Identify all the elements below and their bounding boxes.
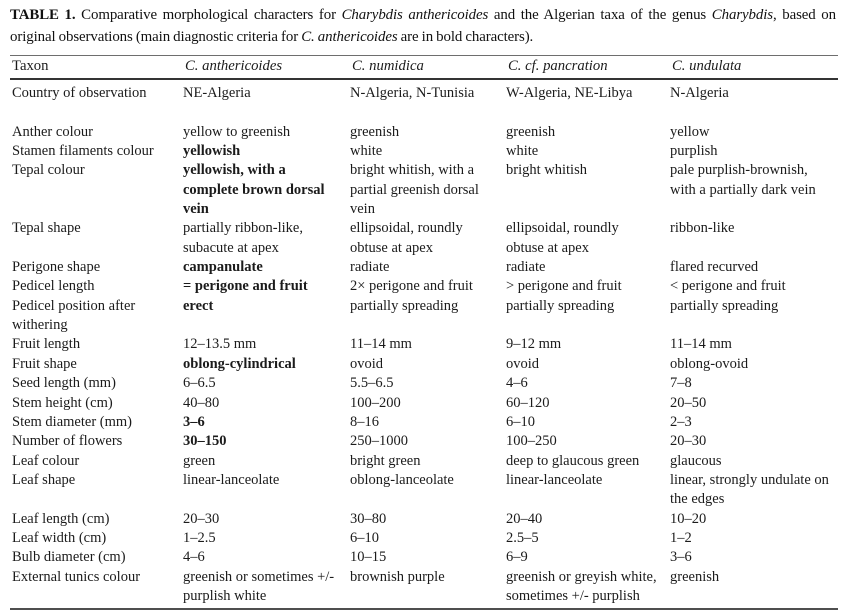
row-label: Leaf length (cm) — [12, 510, 110, 527]
cell: partially spreading — [670, 297, 779, 314]
table-row — [10, 258, 838, 277]
row-label: Bulb diameter (cm) — [12, 549, 126, 566]
row-label: Stem diameter (mm) — [12, 413, 132, 430]
row-label: Pedicel position after withering — [12, 297, 136, 334]
cell: flared recurved — [670, 259, 759, 276]
row-label: Stem height (cm) — [12, 394, 113, 411]
table-row — [10, 510, 838, 529]
cell: < perigone and fruit — [670, 278, 786, 295]
cell: W-Algeria, NE-Libya — [506, 85, 633, 101]
table-row — [10, 394, 838, 413]
cell: greenish — [350, 123, 400, 140]
table-header — [10, 56, 838, 80]
cell: 11–14 mm — [670, 336, 732, 353]
cell: 2–3 — [670, 413, 692, 430]
table-row — [10, 413, 838, 432]
column-header: Taxon — [10, 56, 183, 80]
cell: glaucous — [670, 452, 722, 469]
table-row — [10, 548, 838, 567]
caption-segment: , based on original observations (main diagnostic criteria for — [10, 7, 836, 45]
cell: N-Algeria, N-Tunisia — [350, 85, 475, 101]
cell: 12–13.5 mm — [183, 336, 257, 353]
cell: white — [350, 143, 383, 160]
cell: yellow — [670, 123, 710, 140]
cell: greenish — [506, 123, 556, 140]
cell: 30–80 — [350, 510, 387, 527]
row-label: Pedicel length — [12, 278, 95, 295]
cell: 40–80 — [183, 394, 220, 411]
table-row — [10, 335, 838, 354]
cell: erect — [183, 297, 214, 314]
cell: 100–250 — [506, 433, 557, 450]
cell: ribbon-like — [670, 220, 735, 237]
table-row — [10, 374, 838, 393]
table-row — [10, 432, 838, 451]
cell: 10–15 — [350, 549, 387, 566]
caption-segment: and the Algerian taxa of the genus — [488, 7, 712, 23]
cell: yellowish, with a complete brown dorsal vein — [183, 162, 325, 218]
cell: 20–40 — [506, 510, 543, 527]
cell: 60–120 — [506, 394, 550, 411]
cell: 10–20 — [670, 510, 707, 527]
cell: 3–6 — [183, 413, 205, 430]
row-label: Leaf colour — [12, 452, 80, 469]
cell: 7–8 — [670, 375, 692, 392]
cell: linear-lanceolate — [506, 471, 603, 488]
row-label: Leaf width (cm) — [12, 529, 107, 546]
cell: NE-Algeria — [183, 85, 251, 101]
cell: 4–6 — [183, 549, 205, 566]
cell: ovoid — [350, 355, 384, 372]
header-row — [10, 56, 838, 80]
cell: 9–12 mm — [506, 336, 562, 353]
caption-segment: Charybdis anthericoides — [341, 7, 489, 23]
cell: 5.5–6.5 — [350, 375, 394, 392]
row-label: Tepal shape — [12, 220, 81, 237]
cell: 6–9 — [506, 549, 528, 566]
cell: 6–10 — [506, 413, 535, 430]
table-body — [10, 79, 838, 609]
cell: partially spreading — [350, 297, 459, 314]
cell: deep to glaucous green — [506, 452, 640, 469]
cell: green — [183, 452, 216, 469]
row-label: Stamen filaments colour — [12, 143, 154, 160]
row-label: Anther colour — [12, 123, 93, 140]
morphology-table — [10, 55, 838, 610]
row-label: Number of flowers — [12, 433, 123, 450]
cell: 2.5–5 — [506, 529, 539, 546]
table-caption — [10, 5, 836, 48]
cell: 250–1000 — [350, 433, 408, 450]
cell: 1–2.5 — [183, 529, 216, 546]
cell: partially ribbon-like, subacute at apex — [183, 220, 303, 256]
caption-segment: Comparative morphological characters for — [75, 7, 342, 23]
cell: greenish or sometimes +/- purplish white — [183, 568, 335, 604]
spacer-row — [10, 103, 838, 122]
table-row — [10, 219, 838, 258]
column-header: C. cf. pancration — [506, 56, 670, 80]
cell: 20–30 — [670, 433, 707, 450]
cell: yellowish — [183, 143, 241, 160]
row-label: Leaf shape — [12, 471, 76, 488]
cell: 3–6 — [670, 549, 692, 566]
column-header: C. undulata — [670, 56, 838, 80]
cell: N-Algeria — [670, 85, 729, 101]
cell: 4–6 — [506, 375, 528, 392]
cell: pale purplish-brownish, with a partially dark vein — [670, 162, 816, 198]
cell: 6–6.5 — [183, 375, 216, 392]
cell: ellipsoidal, roundly obtuse at apex — [350, 220, 463, 256]
table-row — [10, 79, 838, 103]
cell: brownish purple — [350, 568, 445, 585]
cell: bright green — [350, 452, 421, 469]
table-row — [10, 568, 838, 610]
cell: campanulate — [183, 259, 263, 276]
cell: > perigone and fruit — [506, 278, 622, 295]
cell: linear-lanceolate — [183, 471, 280, 488]
table-row — [10, 471, 838, 510]
cell: 20–50 — [670, 394, 707, 411]
cell: 8–16 — [350, 413, 379, 430]
cell: ovoid — [506, 355, 540, 372]
cell: white — [506, 143, 539, 160]
column-header: C. numidica — [350, 56, 506, 80]
row-label: Country of observation — [12, 85, 147, 101]
row-label: Fruit shape — [12, 355, 77, 372]
cell: 100–200 — [350, 394, 401, 411]
table-row — [10, 123, 838, 142]
cell: = perigone and fruit — [183, 278, 308, 295]
caption-segment: are in bold characters). — [397, 28, 534, 45]
row-label: Fruit length — [12, 336, 81, 353]
cell: radiate — [350, 259, 390, 276]
cell: greenish or greyish white, sometimes +/- purplish — [506, 568, 657, 604]
cell: 2× perigone and fruit — [350, 278, 473, 295]
caption-segment: C. anthericoides — [301, 28, 398, 45]
cell: oblong-ovoid — [670, 355, 749, 372]
cell: oblong-cylindrical — [183, 355, 296, 372]
row-label: External tunics colour — [12, 568, 141, 585]
cell: bright whitish — [506, 162, 587, 179]
caption-segment: Charybdis — [711, 7, 773, 23]
caption-segment: TABLE 1. — [10, 7, 76, 23]
cell: bright whitish, with a partial greenish dorsal vein — [350, 162, 479, 218]
cell: partially spreading — [506, 297, 615, 314]
table-row — [10, 142, 838, 161]
cell: 6–10 — [350, 529, 379, 546]
table-row — [10, 161, 838, 219]
table-row — [10, 355, 838, 374]
cell: 30–150 — [183, 433, 227, 450]
spacer-cell — [10, 103, 838, 122]
cell: 1–2 — [670, 529, 692, 546]
cell: oblong-lanceolate — [350, 471, 454, 488]
cell: 20–30 — [183, 510, 220, 527]
table-row — [10, 529, 838, 548]
column-header: C. anthericoides — [183, 56, 350, 80]
cell: linear, strongly undulate on the edges — [670, 471, 829, 508]
row-label: Perigone shape — [12, 259, 101, 276]
cell: purplish — [670, 143, 718, 160]
table-row — [10, 297, 838, 336]
table-row — [10, 277, 838, 296]
row-label: Seed length (mm) — [12, 375, 116, 392]
row-label: Tepal colour — [12, 162, 85, 179]
cell: greenish — [670, 568, 720, 585]
cell: radiate — [506, 259, 546, 276]
cell: 11–14 mm — [350, 336, 412, 353]
table-row — [10, 452, 838, 471]
cell: yellow to greenish — [183, 123, 291, 140]
cell: ellipsoidal, roundly obtuse at apex — [506, 220, 619, 256]
